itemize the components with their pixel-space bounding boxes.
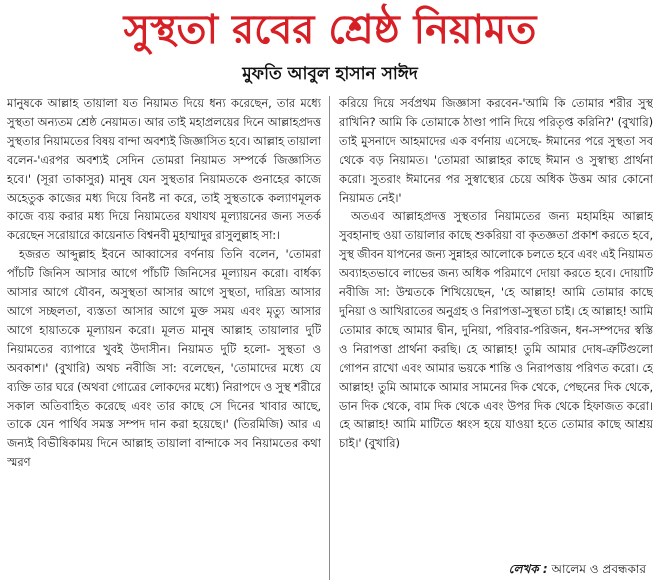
right-column	[339, 94, 653, 584]
column-divider	[329, 96, 330, 580]
paragraph: অতএব আল্লাহপ্রদত্ত সুস্থতার নিয়ামতের জন্য মহামহিম আল্লাহ সুবহানাহু ওয়া তায়ালার কাছে শুকরিয়া বা কৃতজ্ঞতা প্রকাশ করতে হবে, সুস্থ জীবন যাপনের জন্য সুন্নাহর আলোকে চলতে হবে এবং এই নিয়ামত অব্যাহতভাবে লাভের জন্য অধিক পরিমাণে দোয়া করতে হবে। দোয়াটি নবীজি সা: উম্মতকে শিখিয়েছেন, 'হে আল্লাহ! আমি তোমার কাছে দুনিয়া ও আখিরাতের অনুগ্রহ ও নিরাপত্তা-সুস্থতা চাই। হে আল্লাহ! আমি তোমার কাছে আমার দ্বীন, দুনিয়া, পরিবার-পরিজন, ধন-সম্পদের স্বস্তি ও নিরাপত্তা প্রার্থনা করছি। হে আল্লাহ! তুমি আমার দোষ-ত্রুটিগুলো গোপন রাখো এবং আমার ভয়কে শান্তি ও নিরাপত্তায় পরিণত করো। হে আল্লাহ! তুমি আমাকে আমার সামনের দিক থেকে, পেছনের দিক থেকে, ডান দিক থেকে, বাম দিক থেকে এবং উপর দিক থেকে হিফাজত করো। হে আল্লাহ! আমি মাটিতে ধ্বংস হয়ে যাওয়া হতে তোমার কাছে আশ্রয় চাই।' (বুখারি)	[339, 209, 653, 451]
paragraph: করিয়ে দিয়ে সর্বপ্রথম জিজ্ঞাসা করবেন-'আমি কি তোমার শরীর সুস্থ রাখিনি? আমি কি তোমাকে ঠাণ্ডা পানি দিয়ে পরিতৃপ্ত করিনি?' (বুখারি) তাই মুসনাদে আহমাদের এক বর্ণনায় এসেছে- ঈমানের পরে সুস্থতা সব থেকে বড় নিয়ামত। 'তোমরা আল্লাহর কাছে ঈমান ও সুস্বাস্থ্য প্রার্থনা করো। সুতরাং ঈমানের পর সুস্বাস্থ্যের চেয়ে অধিক উত্তম আর কোনো নিয়ামত নেই।'	[339, 96, 653, 205]
article-body	[7, 94, 653, 584]
author-byline: মুফতি আবুল হাসান সাঈদ	[242, 64, 418, 84]
author-signature	[509, 560, 646, 578]
paragraph: মানুষকে আল্লাহ তায়ালা যত নিয়ামত দিয়ে ধন্য করেছেন, তার মধ্যে সুস্থতা অন্যতম শ্রেষ্ঠ নেয়ামত। আর তাই মহাপ্রলয়ের দিনে আল্লাহপ্রদত্ত সুস্থতার নিয়ামতের বিষয় বান্দা অবশ্যই জিজ্ঞাসিত হবে। আল্লাহ তায়ালা বলেন-'এরপর অবশ্যই সেদিন তোমরা নিয়ামত সম্পর্কে জিজ্ঞাসিত হবে।' (সূরা তাকাসুর) মানুষ যেন সুস্থতার নিয়ামতকে গুনাহের কাজে অহেতুক কাজের মধ্য দিয়ে বিনষ্ট না করে, তাই সুস্থতাকে কল্যাণমূলক কাজে ব্যয় করার মধ্য দিয়ে নিয়ামতের যথাযথ মূল্যায়নের জন্য সতর্ক করেছেন সরোয়ারে কায়েনাত বিশ্বনবী মুহাম্মাদুর রাসুলুল্লাহ সা:।	[7, 96, 321, 243]
article-headline: সুস্থতা রবের শ্রেষ্ঠ নিয়ামত	[123, 7, 537, 53]
signature-text: আলেম ও প্রবন্ধকার	[551, 562, 646, 576]
paragraph: হজরত আব্দুল্লাহ ইবনে আব্বাসের বর্ণনায় তিনি বলেন, 'তোমরা পাঁচটি জিনিস আসার আগে পাঁচটি জিনিসের মূল্যায়ন করো। বার্ধক্য আসার আগে যৌবন, অসুস্থতা আসার আগে সুস্থতা, দারিদ্র্য আসার আগে সচ্ছলতা, ব্যস্ততা আসার আগে মুক্ত সময় এবং মৃত্যু আসার আগে হায়াতকে মূল্যায়ন করো। মূলত মানুষ আল্লাহ তায়ালার দুটি নিয়ামতের ব্যাপারে খুবই উদাসীন। নিয়ামত দুটি হলো- সুস্থতা ও অবকাশ।' (বুখারি) অথচ নবীজি সা: বলেছেন, 'তোমাদের মধ্যে যে ব্যক্তি তার ঘরে (অথবা গোত্রের লোকদের মধ্যে) নিরাপদে ও সুস্থ শরীরে সকাল অতিবাহিত করেছে এবং তার কাছে সে দিনের খাবার আছে, তাকে যেন পার্থিব সমস্ত সম্পদ দান করা হয়েছে।' (তিরমিজি) আর এ জন্যই বিভীষিকাময় দিনে আল্লাহ তায়ালা বান্দাকে সব নিয়ামতের কথা স্মরণ	[7, 247, 321, 470]
signature-label: লেখক :	[508, 562, 548, 576]
left-column	[7, 94, 321, 584]
